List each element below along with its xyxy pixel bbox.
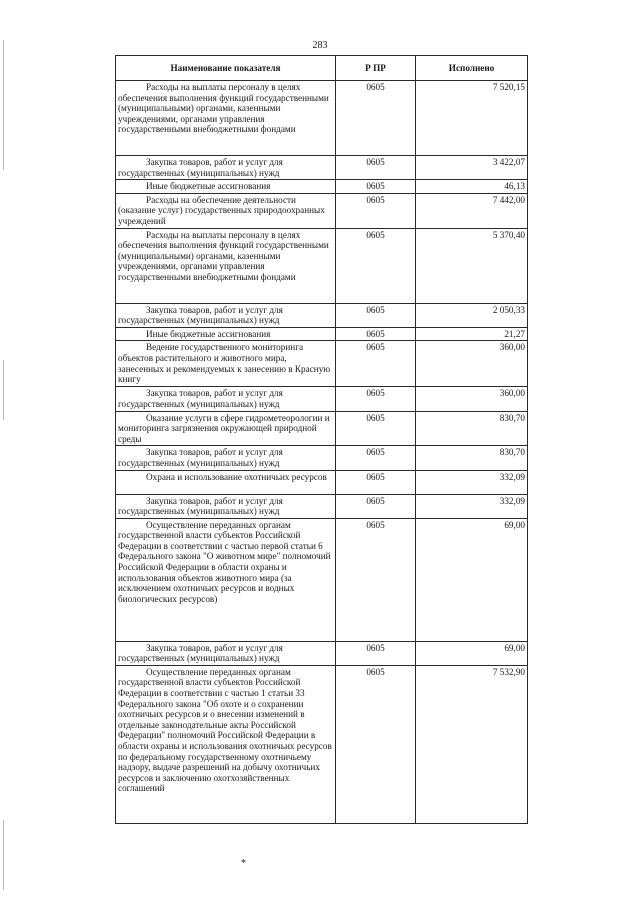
- table-row: [116, 665, 528, 823]
- table-row: [116, 641, 528, 665]
- indicator-name: Закупка товаров, работ и услуг для государственных (муниципальных) нужд: [118, 495, 283, 517]
- indicator-name: Закупка товаров, работ и услуг для государственных (муниципальных) нужд: [118, 157, 283, 178]
- indicator-name-cell: [116, 411, 336, 446]
- indicator-name-cell: [116, 193, 336, 228]
- indicator-name: Расходы на выплаты персоналу в целях обеспечения выполнения функций государственными (муниципальными) органами, казенными учреждениями, органами управления государственными внебюджетными фондами: [118, 229, 329, 282]
- indicator-name-cell: [116, 665, 336, 823]
- indicator-name-cell: [116, 341, 336, 387]
- indicator-name-cell: [116, 228, 336, 303]
- indicator-name: Иные бюджетные ассигнования: [146, 328, 271, 339]
- table-row: [116, 494, 528, 518]
- table-row: [116, 387, 528, 411]
- table-row: [116, 411, 528, 446]
- indicator-name: Расходы на обеспечение деятельности (оказание услуг) государственных природоохранных учреждений: [118, 194, 325, 226]
- indicator-name-cell: [116, 446, 336, 470]
- section-code: 0605: [336, 81, 416, 156]
- executed-amount: 7 442,00: [416, 193, 528, 228]
- indicator-name: Охрана и использование охотничьих ресурсов: [146, 471, 327, 482]
- indicator-name-cell: [116, 156, 336, 180]
- executed-amount: 46,13: [416, 180, 528, 194]
- executed-amount: 7 520,15: [416, 81, 528, 156]
- indicator-name: Осуществление переданных органам государственной власти субъектов Российской Федерации в соответствии с частью первой статьи 6 Федерального закона "О животном мире" полномочий Российской Федерации в области охраны и использования объектов животного мира (за исключением охотничьих ресурсов и водных биологических ресурсов): [118, 519, 331, 604]
- section-code: 0605: [336, 156, 416, 180]
- executed-amount: 332,09: [416, 470, 528, 494]
- executed-amount: 21,27: [416, 327, 528, 341]
- indicator-name: Оказание услуги в сфере гидрометеорологии и мониторинга загрязнения окружающей природной среды: [118, 412, 330, 444]
- table-row: [116, 446, 528, 470]
- indicator-name: Ведение государственного мониторинга объектов растительного и животного мира, занесенных и рекомендуемых к занесению в Красную книгу: [118, 342, 331, 385]
- page-ornament: *: [241, 858, 246, 869]
- column-header-code: Р ПР: [336, 56, 416, 81]
- table-row: [116, 327, 528, 341]
- executed-amount: 5 370,40: [416, 228, 528, 303]
- section-code: 0605: [336, 518, 416, 641]
- executed-amount: 3 422,07: [416, 156, 528, 180]
- scan-edge-mark: [3, 360, 4, 420]
- executed-amount: 2 050,33: [416, 303, 528, 327]
- section-code: 0605: [336, 411, 416, 446]
- table-row: [116, 228, 528, 303]
- indicator-name-cell: [116, 470, 336, 494]
- executed-amount: 69,00: [416, 518, 528, 641]
- budget-execution-table: [115, 55, 528, 824]
- indicator-name: Осуществление переданных органам государственной власти субъектов Российской Федерации в соответствии с частью 1 статьи 33 Федерального закона "Об охоте и о сохранении охотничьих ресурсов и о внесении изменений в отдельные законодательные акты Российской Федерации" полномочий Российской Федерации в области охраны и использования охотничьих ресурсов по федеральному государственному охотничьему надзору, выдаче разрешений на добычу охотничьих ресурсов и заключению охотхозяйственных соглашений: [118, 666, 332, 794]
- table-row: [116, 303, 528, 327]
- indicator-name: Закупка товаров, работ и услуг для государственных (муниципальных) нужд: [118, 642, 283, 664]
- table-header-row: [116, 56, 528, 81]
- table-row: [116, 470, 528, 494]
- table-row: [116, 81, 528, 156]
- section-code: 0605: [336, 303, 416, 327]
- executed-amount: 7 532,90: [416, 665, 528, 823]
- executed-amount: 360,00: [416, 341, 528, 387]
- indicator-name-cell: [116, 641, 336, 665]
- executed-amount: 69,00: [416, 641, 528, 665]
- table-row: [116, 193, 528, 228]
- table-row: [116, 180, 528, 194]
- indicator-name: Расходы на выплаты персоналу в целях обеспечения выполнения функций государственными (муниципальными) органами, казенными учреждениями, органами управления государственными внебюджетными фондами: [118, 82, 329, 135]
- indicator-name: Закупка товаров, работ и услуг для государственных (муниципальных) нужд: [118, 304, 283, 326]
- executed-amount: 830,70: [416, 446, 528, 470]
- indicator-name: Иные бюджетные ассигнования: [146, 181, 271, 192]
- indicator-name-cell: [116, 303, 336, 327]
- column-header-name: Наименование показателя: [116, 56, 336, 81]
- executed-amount: 830,70: [416, 411, 528, 446]
- section-code: 0605: [336, 494, 416, 518]
- indicator-name: Закупка товаров, работ и услуг для государственных (муниципальных) нужд: [118, 447, 283, 468]
- section-code: 0605: [336, 470, 416, 494]
- page-number: 283: [312, 40, 328, 51]
- table-row: [116, 156, 528, 180]
- indicator-name-cell: [116, 327, 336, 341]
- executed-amount: 360,00: [416, 387, 528, 411]
- indicator-name-cell: [116, 518, 336, 641]
- table-row: [116, 518, 528, 641]
- indicator-name-cell: [116, 81, 336, 156]
- column-header-amount: Исполнено: [416, 56, 528, 81]
- section-code: 0605: [336, 446, 416, 470]
- executed-amount: 332,09: [416, 494, 528, 518]
- section-code: 0605: [336, 341, 416, 387]
- section-code: 0605: [336, 327, 416, 341]
- indicator-name-cell: [116, 387, 336, 411]
- section-code: 0605: [336, 228, 416, 303]
- indicator-name: Закупка товаров, работ и услуг для государственных (муниципальных) нужд: [118, 388, 283, 409]
- indicator-name-cell: [116, 494, 336, 518]
- section-code: 0605: [336, 665, 416, 823]
- section-code: 0605: [336, 193, 416, 228]
- table-row: [116, 341, 528, 387]
- scan-edge-mark: [3, 820, 4, 890]
- scan-edge-mark: [3, 40, 4, 170]
- section-code: 0605: [336, 387, 416, 411]
- indicator-name-cell: [116, 180, 336, 194]
- section-code: 0605: [336, 641, 416, 665]
- section-code: 0605: [336, 180, 416, 194]
